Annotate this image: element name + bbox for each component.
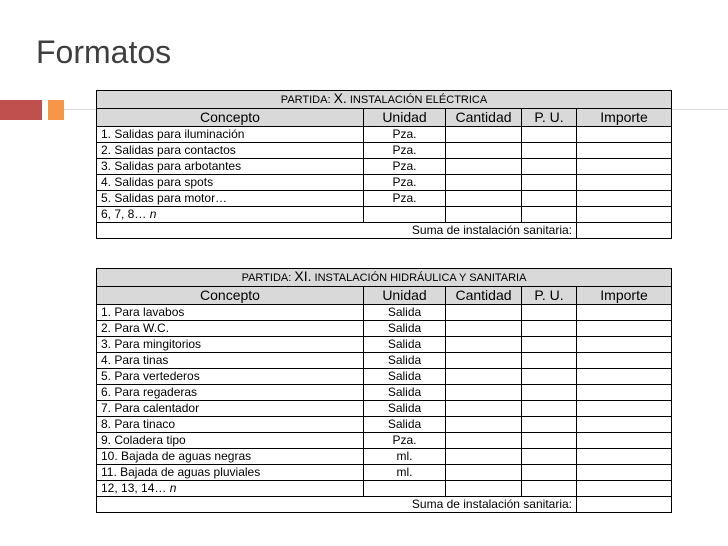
cantidad-cell <box>446 449 522 465</box>
pu-cell <box>522 321 577 337</box>
partida-prefix: PARTIDA: <box>280 94 331 106</box>
concepto-text: 7. Para calentador <box>101 401 200 415</box>
concepto-text: 11. Bajada de aguas pluviales <box>101 465 261 479</box>
unidad-cell: Salida <box>364 305 446 321</box>
unidad-cell: Salida <box>364 385 446 401</box>
cantidad-cell <box>446 433 522 449</box>
concepto-text: 5. Salidas para motor… <box>101 191 228 205</box>
concepto-cell <box>97 353 364 369</box>
unidad-cell <box>364 207 446 223</box>
partida-table-electrica <box>96 90 672 239</box>
importe-cell <box>577 143 672 159</box>
table-row <box>97 417 672 433</box>
concepto-text: 4. Salidas para spots <box>101 175 214 189</box>
table-row <box>97 191 672 207</box>
partida-prefix: PARTIDA: <box>241 272 292 284</box>
concepto-cell <box>97 191 364 207</box>
cantidad-cell <box>446 159 522 175</box>
concepto-text: 3. Salidas para arbotantes <box>101 159 242 173</box>
concepto-cell <box>97 433 364 449</box>
concepto-cell <box>97 159 364 175</box>
concepto-cell <box>97 127 364 143</box>
cantidad-cell <box>446 337 522 353</box>
cantidad-cell <box>446 417 522 433</box>
concepto-cell <box>97 305 364 321</box>
concepto-text: 8. Para tinaco <box>101 417 176 431</box>
table-row <box>97 337 672 353</box>
accent-bar-orange <box>48 100 64 120</box>
importe-cell <box>577 369 672 385</box>
summary-blank <box>97 223 364 239</box>
importe-cell <box>577 191 672 207</box>
concepto-cell <box>97 143 364 159</box>
cantidad-cell <box>446 191 522 207</box>
column-header-2: Cantidad <box>446 109 522 127</box>
importe-cell <box>577 159 672 175</box>
concepto-text: 10. Bajada de aguas negras <box>101 449 252 463</box>
table-row <box>97 207 672 223</box>
concepto-cell <box>97 481 364 497</box>
table-row <box>97 159 672 175</box>
partida-body <box>97 269 672 513</box>
concepto-cell <box>97 401 364 417</box>
importe-cell <box>577 433 672 449</box>
importe-cell <box>577 401 672 417</box>
partida-number: X. <box>333 90 347 106</box>
pu-cell <box>522 449 577 465</box>
concepto-cell <box>97 369 364 385</box>
concepto-cell <box>97 385 364 401</box>
concepto-text: 1. Para lavabos <box>101 305 185 319</box>
slide-title: Formatos <box>36 34 172 70</box>
unidad-cell: Salida <box>364 337 446 353</box>
concepto-text: 5. Para vertederos <box>101 369 200 383</box>
concepto-text: 2. Para W.C. <box>101 321 170 335</box>
table-row <box>97 321 672 337</box>
pu-cell <box>522 385 577 401</box>
importe-cell <box>577 305 672 321</box>
unidad-cell: Salida <box>364 401 446 417</box>
concepto-cell <box>97 207 364 223</box>
table-row <box>97 369 672 385</box>
partida-number: XI. <box>294 268 312 284</box>
unidad-cell: Pza. <box>364 191 446 207</box>
importe-cell <box>577 417 672 433</box>
summary-blank <box>97 497 364 513</box>
importe-cell <box>577 321 672 337</box>
cantidad-cell <box>446 481 522 497</box>
unidad-cell: Salida <box>364 353 446 369</box>
unidad-cell: Pza. <box>364 159 446 175</box>
table-row <box>97 449 672 465</box>
concepto-cell <box>97 449 364 465</box>
column-header-3: P. U. <box>522 109 577 127</box>
importe-cell <box>577 449 672 465</box>
pu-cell <box>522 369 577 385</box>
column-header-4: Importe <box>577 287 672 305</box>
cantidad-cell <box>446 143 522 159</box>
importe-cell <box>577 353 672 369</box>
concepto-cell <box>97 175 364 191</box>
concepto-cell <box>97 465 364 481</box>
partida-name: INSTALACIÓN ELÉCTRICA <box>349 94 488 106</box>
concepto-cell <box>97 321 364 337</box>
cantidad-cell <box>446 321 522 337</box>
importe-cell <box>577 481 672 497</box>
table-row <box>97 353 672 369</box>
summary-value <box>577 497 672 513</box>
unidad-cell <box>364 481 446 497</box>
table-row <box>97 175 672 191</box>
partida-heading-row <box>97 269 672 287</box>
pu-cell <box>522 191 577 207</box>
pu-cell <box>522 465 577 481</box>
partida-body <box>97 91 672 239</box>
summary-value <box>577 223 672 239</box>
partida-table-hidraulica <box>96 268 672 513</box>
importe-cell <box>577 175 672 191</box>
table-row <box>97 465 672 481</box>
table-row <box>97 143 672 159</box>
table-row <box>97 401 672 417</box>
column-header-1: Unidad <box>364 109 446 127</box>
cantidad-cell <box>446 465 522 481</box>
concepto-text: 1. Salidas para iluminación <box>101 127 245 141</box>
unidad-cell: ml. <box>364 449 446 465</box>
cantidad-cell <box>446 207 522 223</box>
unidad-cell: Pza. <box>364 433 446 449</box>
column-header-0: Concepto <box>97 287 364 305</box>
unidad-cell: Pza. <box>364 175 446 191</box>
summary-label: Suma de instalación sanitaria: <box>364 497 577 513</box>
unidad-cell: Salida <box>364 417 446 433</box>
concepto-text: 4. Para tinas <box>101 353 169 367</box>
importe-cell <box>577 127 672 143</box>
concepto-text: 12, 13, 14… <box>101 481 167 495</box>
pu-cell <box>522 305 577 321</box>
cantidad-cell <box>446 353 522 369</box>
pu-cell <box>522 337 577 353</box>
pu-cell <box>522 159 577 175</box>
importe-cell <box>577 465 672 481</box>
unidad-cell: Pza. <box>364 127 446 143</box>
partida-heading-row <box>97 91 672 109</box>
summary-label: Suma de instalación sanitaria: <box>364 223 577 239</box>
partida-name: INSTALACIÓN HIDRÁULICA Y SANITARIA <box>314 272 527 284</box>
concepto-cell <box>97 417 364 433</box>
column-header-row <box>97 287 672 305</box>
concepto-suffix: n <box>169 481 177 495</box>
pu-cell <box>522 207 577 223</box>
column-header-1: Unidad <box>364 287 446 305</box>
pu-cell <box>522 417 577 433</box>
cantidad-cell <box>446 127 522 143</box>
partida-heading <box>97 269 672 287</box>
summary-row <box>97 223 672 239</box>
importe-cell <box>577 207 672 223</box>
cantidad-cell <box>446 305 522 321</box>
concepto-suffix: n <box>149 207 157 221</box>
column-header-4: Importe <box>577 109 672 127</box>
table-row <box>97 305 672 321</box>
cantidad-cell <box>446 401 522 417</box>
importe-cell <box>577 337 672 353</box>
column-header-2: Cantidad <box>446 287 522 305</box>
pu-cell <box>522 143 577 159</box>
table-row <box>97 385 672 401</box>
importe-cell <box>577 385 672 401</box>
concepto-text: 9. Coladera tipo <box>101 433 186 447</box>
accent-bar-red <box>0 100 42 120</box>
summary-row <box>97 497 672 513</box>
concepto-text: 2. Salidas para contactos <box>101 143 236 157</box>
partida-heading <box>97 91 672 109</box>
column-header-3: P. U. <box>522 287 577 305</box>
pu-cell <box>522 433 577 449</box>
concepto-text: 6, 7, 8… <box>101 207 147 221</box>
concepto-text: 3. Para mingitorios <box>101 337 202 351</box>
unidad-cell: Pza. <box>364 143 446 159</box>
table-row <box>97 481 672 497</box>
pu-cell <box>522 481 577 497</box>
unidad-cell: Salida <box>364 369 446 385</box>
concepto-text: 6. Para regaderas <box>101 385 198 399</box>
concepto-cell <box>97 337 364 353</box>
cantidad-cell <box>446 175 522 191</box>
cantidad-cell <box>446 385 522 401</box>
unidad-cell: ml. <box>364 465 446 481</box>
pu-cell <box>522 353 577 369</box>
unidad-cell: Salida <box>364 321 446 337</box>
pu-cell <box>522 175 577 191</box>
pu-cell <box>522 401 577 417</box>
table-row <box>97 433 672 449</box>
column-header-row <box>97 109 672 127</box>
column-header-0: Concepto <box>97 109 364 127</box>
cantidad-cell <box>446 369 522 385</box>
table-row <box>97 127 672 143</box>
pu-cell <box>522 127 577 143</box>
